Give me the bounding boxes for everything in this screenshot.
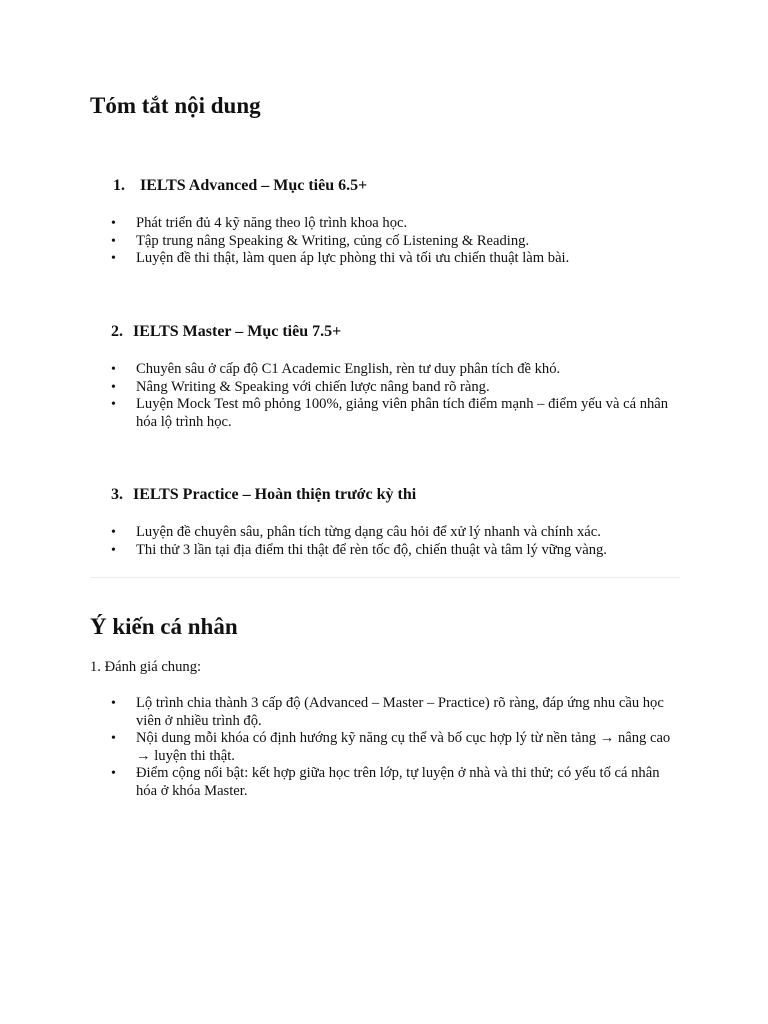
list-item: • Luyện Mock Test mô phỏng 100%, giảng viên phân tích điểm mạnh – điểm yếu và cá nhân hóa lộ trình học. [90, 396, 680, 431]
section-list-advanced [90, 215, 680, 268]
section-list-practice [90, 524, 680, 559]
opinion-subheading: 1. Đánh giá chung: [90, 659, 202, 675]
section-title: IELTS Advanced – Mục tiêu 6.5+ [140, 177, 368, 194]
section-number: 2. [111, 323, 123, 340]
section-heading-practice [111, 486, 416, 504]
list-item: • Điểm cộng nổi bật: kết hợp giữa học trên lớp, tự luyện ở nhà và thi thử; có yếu tố cá nhân hóa ở khóa Master. [90, 765, 680, 800]
section-heading-master [111, 323, 341, 341]
list-item: • Lộ trình chia thành 3 cấp độ (Advanced – Master – Practice) rõ ràng, đáp ứng nhu cầu học viên ở nhiều trình độ. [90, 695, 680, 730]
list-item: • Tập trung nâng Speaking & Writing, củng cố Listening & Reading. [90, 233, 680, 251]
section-title: IELTS Practice – Hoàn thiện trước kỳ thi [133, 486, 417, 503]
section-divider [90, 577, 680, 578]
summary-title: Tóm tắt nội dung [90, 93, 261, 118]
list-item: • Chuyên sâu ở cấp độ C1 Academic English, rèn tư duy phân tích đề khó. [90, 361, 680, 379]
section-number: 3. [111, 486, 123, 503]
list-item: • Nội dung mỗi khóa có định hướng kỹ năng cụ thể và bố cục hợp lý từ nền tảng → nâng cao → luyện thi thật. [90, 730, 680, 765]
section-heading-advanced [113, 177, 367, 195]
section-title: IELTS Master – Mục tiêu 7.5+ [133, 323, 342, 340]
list-item: • Thi thử 3 lần tại địa điểm thi thật để rèn tốc độ, chiến thuật và tâm lý vững vàng. [90, 542, 680, 560]
opinion-list [90, 695, 680, 801]
list-item: • Luyện đề thi thật, làm quen áp lực phòng thi và tối ưu chiến thuật làm bài. [90, 250, 680, 268]
opinion-title: Ý kiến cá nhân [90, 614, 238, 639]
section-list-master [90, 361, 680, 431]
list-item: • Nâng Writing & Speaking với chiến lược nâng band rõ ràng. [90, 379, 680, 397]
section-number: 1. [113, 177, 125, 194]
list-item: • Luyện đề chuyên sâu, phân tích từng dạng câu hỏi để xử lý nhanh và chính xác. [90, 524, 680, 542]
list-item: • Phát triển đủ 4 kỹ năng theo lộ trình khoa học. [90, 215, 680, 233]
